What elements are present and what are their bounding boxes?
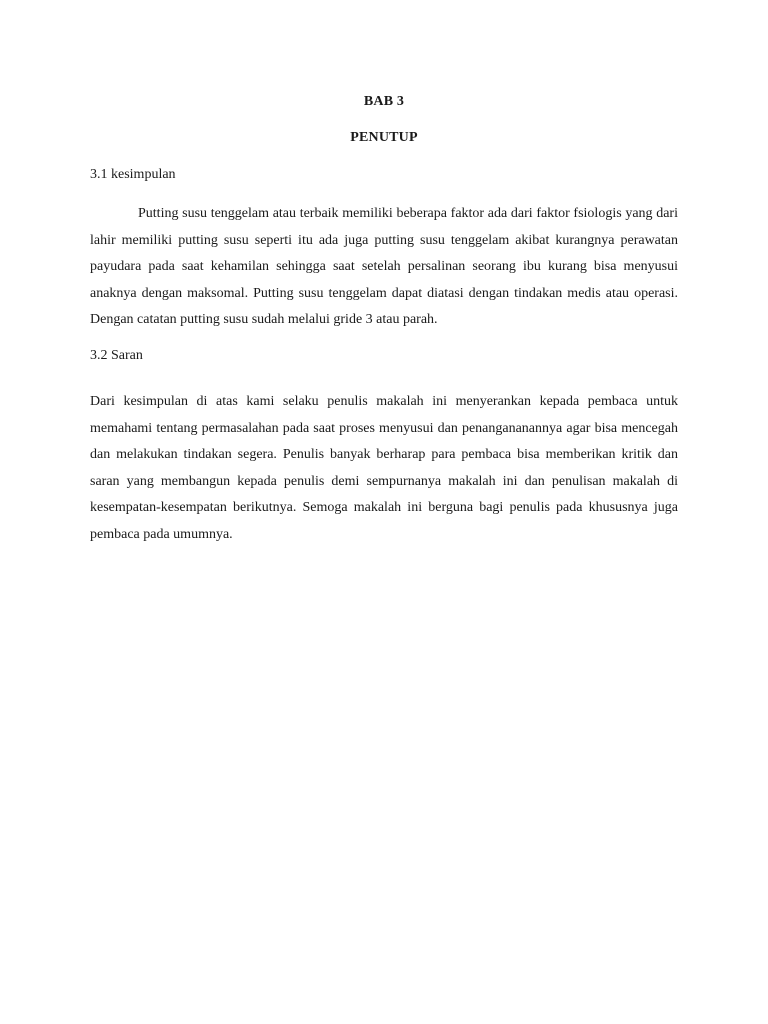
chapter-title: PENUTUP [350,130,418,145]
section-heading-kesimpulan: 3.1 kesimpulan [90,167,176,182]
section-heading-saran: 3.2 Saran [90,348,143,363]
section-paragraph-saran: Dari kesimpulan di atas kami selaku penulis makalah ini menyerankan kepada pembaca untuk memahami tentang permasalahan pada saat proses menyusui dan penangananannya agar bisa mencegah dan melakukan tindakan segera. Penulis banyak berharap para pembaca bisa memberikan kritik dan saran yang membangun kepada penulis demi sempurnanya makalah ini dan penulisan makalah di kesempatan-kesempatan berikutnya. Semoga makalah ini berguna bagi penulis pada khususnya juga pembaca pada umumnya. [90,394,678,542]
section-paragraph-kesimpulan: Putting susu tenggelam atau terbaik memiliki beberapa faktor ada dari faktor fsiologis yang dari lahir memiliki putting susu seperti itu ada juga putting susu tenggelam akibat kurangnya perawatan payudara pada saat kehamilan sehingga saat setelah persalinan seorang ibu kurang bisa menyusui anaknya dengan maksomal. Putting susu tenggelam dapat diatasi dengan tindakan medis atau operasi. Dengan catatan putting susu sudah melalui gride 3 atau parah. [90,206,678,327]
chapter-number: BAB 3 [363,94,405,109]
